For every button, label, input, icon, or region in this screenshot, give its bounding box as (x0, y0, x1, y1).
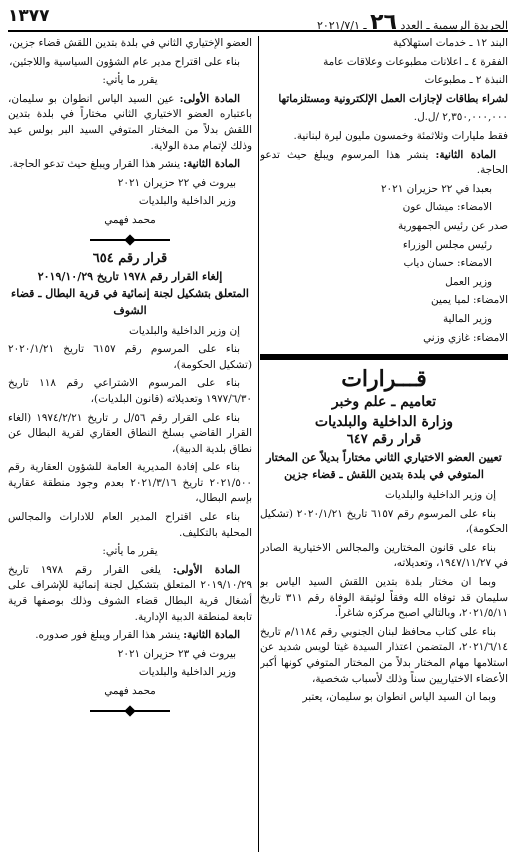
budget-line: البند ١٢ ـ خدمات استهلاكية (393, 37, 508, 49)
signature-president: الامضاء: ميشال عون (402, 201, 492, 214)
recital: وبما ان مختار بلدة بتدين اللقش السيد الياس بو سليمان قد توفاه الله وفقاً لوثيقة الوفاة رقم ٣١١ تاريخ ٢٠٢١/٥/١١، وبالتالي اصبح مركزه شاغراً. (260, 576, 508, 620)
section-subtitle: تعاميم ـ علم وخبر (331, 394, 437, 411)
minister-title: وزير الداخلية والبلديات (138, 195, 236, 208)
budget-line: الفقرة ٤ ـ اعلانات مطبوعات وعلاقات عامة (323, 55, 508, 68)
page-header (8, 4, 508, 35)
separator-ornament (90, 706, 170, 716)
recital: بناء على اقتراح المدير العام للادارات والمجالس المحلية بالتكليف. (8, 511, 252, 539)
article-2: المادة الثانية: ينشر هذا القرار ويبلغ فور صدوره. (35, 629, 240, 642)
separator-ornament (90, 235, 170, 245)
decides-heading: يقرر ما يأتي: (102, 74, 158, 87)
decision-title: إلغاء القرار رقم ١٩٧٨ تاريخ ٢٠١٩/١٠/٢٩ المتعلق بتشكيل لجنة إنمائية في قرية البطال ـ قضاء الشوف (11, 269, 249, 317)
minister-title: وزير الداخلية والبلديات (138, 666, 236, 679)
place-date: بعبدا في ٢٢ حزيران ٢٠٢١ (380, 182, 492, 195)
labour-minister-title: وزير العمل (445, 275, 492, 288)
amount: ٢,٣٥٠,٠٠٠,٠٠٠ /ل.ل. (413, 111, 508, 124)
recital: بناء على القرار رقم ٥٦/ل ر تاريخ ١٩٧٤/٢/٢١ (الغاء القرار القاضي بسلخ النطاق العقاري لقرية البطال عن نطاق بلدية الدبية)، (8, 411, 252, 455)
article-1: المادة الأولى: يلغى القرار رقم ١٩٧٨ تاريخ ٢٠١٩/١٠/٢٩ المتعلق بتشكيل لجنة إنمائية للإشراف على أشغال قرية البطال قضاء الشوف وذلك بوصفها قرية تابعة لمنطقة الدبية الإدارية. (8, 563, 252, 623)
decision-number: قرار رقم ٦٥٤ (92, 250, 168, 266)
recital: بناء على إفادة المديرية العامة للشؤون العقارية رقم ٢٠٢١/٥٠٠ تاريخ ٢٠٢١/٣/١٦ بعدم وجود منطقة عقارية بإسم البطال، (8, 461, 252, 505)
minister-intro: إن وزير الداخلية والبلديات (129, 324, 240, 337)
issue-date: ـ ٢٠٢١/٧/١ (316, 19, 367, 32)
decision-number: قرار رقم ٦٤٧ (346, 432, 422, 448)
issue-number: ٢٦ (370, 10, 397, 35)
recital: بناء على قانون المختارين والمجالس الاختيارية الصادر في ١٩٤٧/١١/٢٧، وتعديلاته، (260, 541, 508, 570)
article-1: المادة الأولى: عين السيد الياس انطوان بو سليمان، باعتباره العضو الاختياري الثاني مختاراً في بلدة بتدين اللقش بدلاً من المختار المتوفي السيد البر بولس عيد وذلك لإتمام مدة الولاية. (8, 92, 252, 152)
minister-name: محمد فهمي (104, 685, 156, 697)
left-column (8, 36, 252, 852)
recital: بناء على المرسوم رقم ٦١٥٧ تاريخ ٢٠٢٠/١/٢١ (تشكيل الحكومة)، (8, 343, 252, 371)
decides-heading: يقرر ما يأتي: (102, 545, 158, 558)
header-title (317, 10, 508, 35)
article-2: المادة الثانية: ينشر هذا المرسوم ويبلغ حيث تدعو الحاجة. (260, 148, 508, 177)
gazette-name: الجريدة الرسمية ـ العدد (400, 19, 508, 32)
minister-intro: إن وزير الداخلية والبلديات (385, 489, 496, 502)
ministry-heading: وزارة الداخلية والبلديات (314, 414, 454, 431)
section-title: قـــرارات (341, 366, 427, 393)
place-date: بيروت في ٢٢ حزيران ٢٠٢١ (117, 176, 236, 189)
item-title: لشراء بطاقات لإجازات العمل الإلكترونية ومستلزماتها (278, 92, 508, 105)
finance-minister-title: وزير المالية (442, 312, 492, 325)
article-2: المادة الثانية: ينشر هذا القرار ويبلغ حيث تدعو الحاجة. (9, 158, 240, 171)
decision-title: تعيين العضو الاختياري الثاني مختاراً بديلاً عن المختار المتوفي في بلدة بتدين اللقش ـ قضاء جزين (266, 451, 502, 482)
recital: بناء على المرسوم رقم ٦١٥٧ تاريخ ٢٠٢٠/١/٢١ (تشكيل الحكومة)، (260, 507, 508, 536)
recital: بناء على اقتراح مدير عام الشؤون السياسية واللاجئين، (9, 55, 240, 68)
column-divider (258, 36, 259, 852)
right-column (260, 36, 508, 852)
section-rule (260, 354, 508, 360)
recital: وبما ان السيد الياس انطوان بو سليمان، يعتبر (302, 691, 496, 704)
place-date: بيروت في ٢٣ حزيران ٢٠٢١ (117, 647, 236, 660)
recital: بناء على كتاب محافظ لبنان الجنوبي رقم ١١٨٤/م تاريخ ٢٠٢١/٦/١٤، المتضمن اعتذار السيدة غيتا لويس شديد عن استلامها مهام المختار بدلاً من المختار المتوفي كونها أكبر الأعضاء الاختياريين سناً وذلك لأسباب شخصية، (260, 625, 508, 685)
recital: بناء على المرسوم الاشتراعي رقم ١١٨ تاريخ ١٩٧٧/٦/٣٠ وتعديلاته (قانون البلديات)، (8, 377, 252, 405)
budget-line: النبذة ٢ ـ مطبوعات (424, 74, 508, 87)
signature-pm: الامضاء: حسان دياب (403, 257, 492, 270)
signature-finance: الامضاء: غازي وزني (423, 331, 508, 344)
amount-words: فقط مليارات وثلاثمئة وخمسون مليون ليرة لبنانية. (293, 129, 508, 142)
recital-continued: العضو الإختياري الثاني في بلدة بتدين اللقش قضاء جزين، (8, 37, 252, 49)
page-number: ١٣٧٧ (8, 6, 50, 26)
minister-name: محمد فهمي (104, 213, 156, 226)
signature-labour: الامضاء: لميا يمين (431, 294, 508, 307)
issued-by: صدر عن رئيس الجمهورية (397, 219, 508, 232)
pm-title: رئيس مجلس الوزراء (402, 238, 492, 251)
